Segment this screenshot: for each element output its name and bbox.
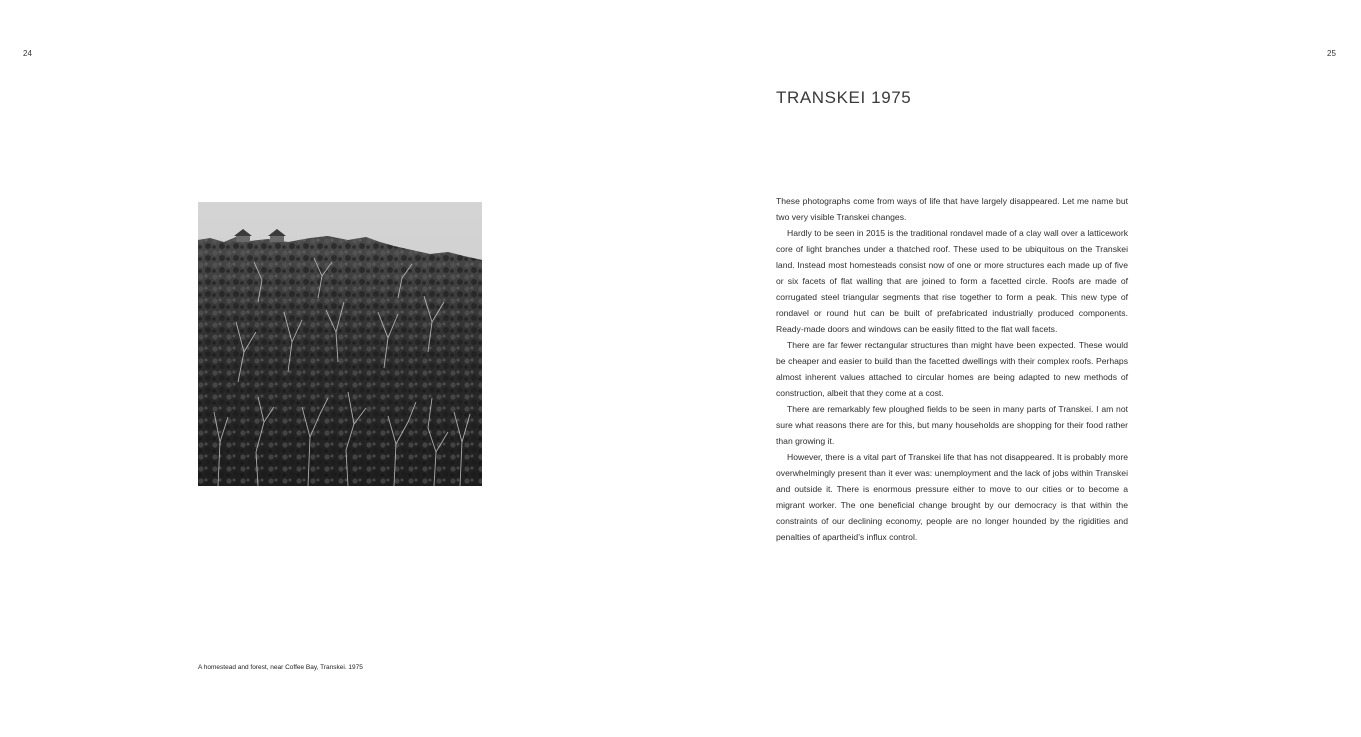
chapter-title: TRANSKEI 1975 [776, 88, 912, 107]
page-number-left: 24 [23, 49, 32, 58]
photo-caption: A homestead and forest, near Coffee Bay, Transkei. 1975 [198, 664, 363, 671]
photograph-homestead-forest [198, 202, 482, 486]
article-body [776, 193, 1128, 545]
paragraph: However, there is a vital part of Transkei life that has not disappeared. It is probably more overwhelmingly present than it ever was: unemployment and the lack of jobs within Transkei and outside it. There is enormous pressure either to move to our cities or to become a migrant worker. The one beneficial change brought by our democracy is that within the constraints of our declining economy, people are no longer hounded by the rigidities and penalties of apartheid’s influx control. [776, 452, 1128, 542]
paragraph: Hardly to be seen in 2015 is the traditional rondavel made of a clay wall over a latticework core of light branches under a thatched roof. These used to be ubiquitous on the Transkei land. Instead most homesteads consist now of one or more structures each made up of five or six facets of flat walling that are joined to form a facetted circle. Roofs are made of corrugated steel triangular segments that rise together to form a peak. This new type of rondavel or round hut can be built of prefabricated industrially produced components. Ready-made doors and windows can be easily fitted to the flat wall facets. [776, 228, 1128, 334]
paragraph: There are far fewer rectangular structures than might have been expected. These would be cheaper and easier to build than the facetted dwellings with their complex roofs. Perhaps almost inherent values attached to circular homes are being adapted to new methods of construction, albeit that they come at a cost. [776, 340, 1128, 398]
forest-photo-image [198, 202, 482, 486]
paragraph: These photographs come from ways of life that have largely disappeared. Let me name but two very visible Transkei changes. [776, 196, 1128, 222]
paragraph: There are remarkably few ploughed fields to be seen in many parts of Transkei. I am not sure what reasons there are for this, but many households are shopping for their food rather than growing it. [776, 404, 1128, 446]
page-number-right: 25 [1327, 49, 1336, 58]
